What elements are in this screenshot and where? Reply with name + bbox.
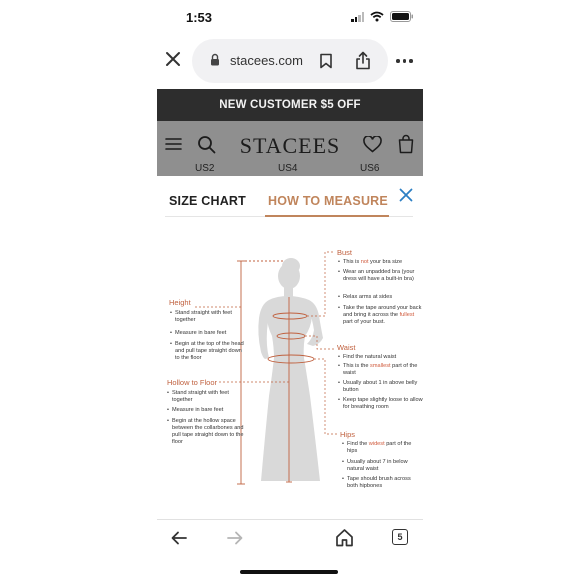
size-label: US2 [195,163,215,174]
hollow-note: • Stand straight with feet together [172,390,248,404]
more-options-icon[interactable] [396,59,413,63]
hollow-to-floor-title: Hollow to Floor [167,378,218,387]
size-chart-header-strip [157,162,423,176]
bust-note: • Wear an unpadded bra (your dress will have a built-in bra) [343,269,423,283]
height-note: • Measure in bare feet [175,330,247,337]
shopping-bag-icon[interactable] [398,134,414,154]
hips-leader [314,359,339,434]
hips-title: Hips [340,430,356,439]
home-icon[interactable] [335,528,354,547]
promo-banner[interactable]: NEW CUSTOMER $5 OFF [157,89,423,121]
size-label: US4 [278,163,298,174]
bust-note: • Take the tape around your back and bring it across the fullest part of your bust. [343,305,423,326]
status-time: 1:53 [186,10,213,25]
bust-note: • Relax arms at sides [343,294,423,301]
waist-note: • Keep tape slightly loose to allow for breathing room [343,397,423,411]
forward-arrow-icon[interactable] [226,530,244,546]
dress-silhouette [258,258,323,481]
size-label: US6 [360,163,380,174]
hips-note: • Find the widest part of the hips [347,441,423,455]
waist-note: • Find the natural waist [343,354,423,361]
home-indicator[interactable] [240,570,338,574]
bust-note: • This is not your bra size [343,259,423,266]
url-text[interactable]: stacees.com [230,53,303,68]
height-title: Height [169,298,191,307]
waist-title: Waist [337,343,356,352]
height-note: • Begin at the top of the head and pull tape straight down to the floor [175,341,247,362]
bust-title: Bust [337,248,353,257]
hollow-note: • Measure in bare feet [172,407,248,414]
hips-note: • Tape should brush across both hipbones [347,476,423,490]
status-icons [351,11,414,22]
tab-size-chart[interactable]: SIZE CHART [169,194,246,208]
signal-icon [351,12,364,22]
tabs-count-button[interactable]: 5 [392,529,408,545]
battery-icon [390,11,414,22]
height-note: • Stand straight with feet together [175,310,247,324]
wishlist-heart-icon[interactable] [363,136,382,153]
hollow-note: • Begin at the hollow space between the collarbones and pull tape straight down to the floor [172,418,248,446]
size-guide-modal [157,176,423,518]
waist-note: • This is the smallest part of the waist [343,363,423,377]
site-logo[interactable]: STACEES [239,133,341,158]
wifi-icon [370,11,384,22]
bookmark-icon[interactable] [319,53,333,69]
lock-icon [210,53,220,66]
hips-note: • Usually about 7 in below natural waist [347,459,423,473]
share-icon[interactable] [355,51,371,70]
waist-note: • Usually about 1 in above belly button [343,380,423,394]
close-tab-icon[interactable] [164,50,182,68]
back-arrow-icon[interactable] [170,530,188,546]
bottom-toolbar-divider [157,519,423,520]
tab-how-to-measure[interactable]: HOW TO MEASURE [268,194,388,208]
